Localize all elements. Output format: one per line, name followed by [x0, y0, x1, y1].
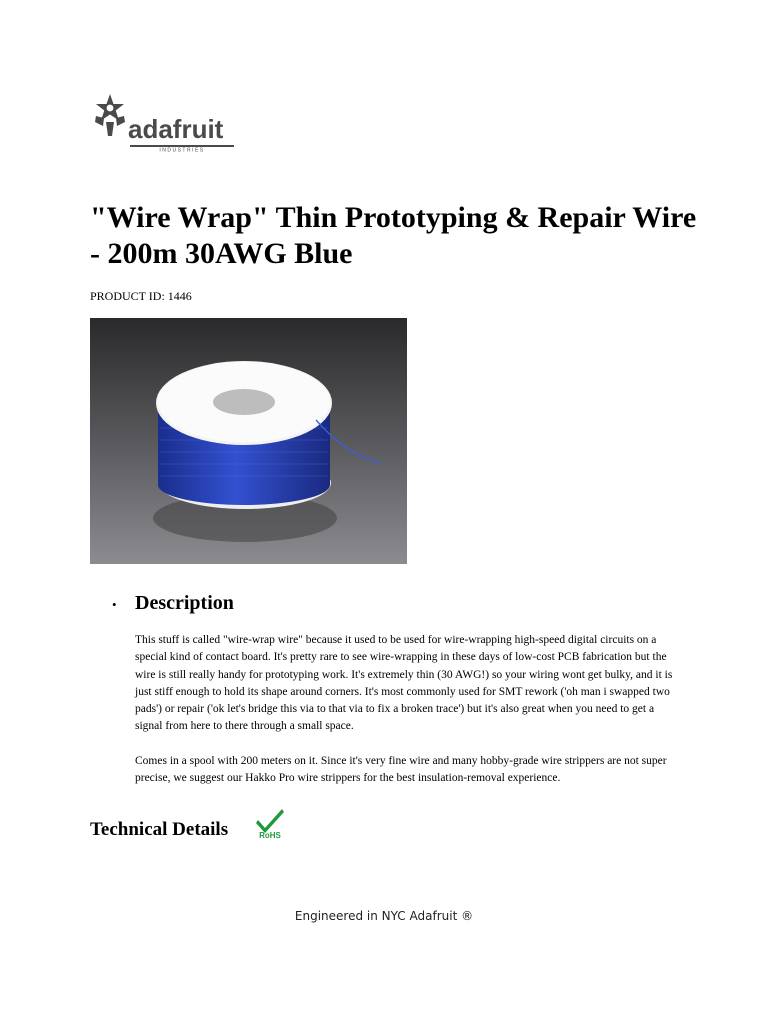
logo-subtext: INDUSTRIES	[159, 147, 205, 154]
rohs-check-icon	[256, 808, 286, 840]
product-id-label: PRODUCT ID:	[90, 289, 165, 303]
product-title: "Wire Wrap" Thin Prototyping & Repair Wire - 200m 30AWG Blue	[90, 201, 697, 270]
flower-icon	[95, 94, 125, 136]
adafruit-logo[interactable]	[90, 92, 238, 154]
description-heading: Description	[135, 592, 234, 614]
footer-text: Engineered in NYC Adafruit ®	[294, 909, 474, 923]
product-id-value: 1446	[167, 289, 192, 303]
description-paragraph-2: Comes in a spool with 200 meters on it. Since it's very fine wire and many hobby-grade wire strippers are not super precise, we suggest our Hakko Pro wire strippers for the best insulation-removal experience.	[135, 755, 667, 785]
product-id	[90, 289, 192, 304]
technical-details-heading: Technical Details	[90, 819, 229, 840]
wire-spool-photo	[90, 318, 407, 564]
bullet-marker: •	[112, 597, 117, 612]
logo-wordmark: adafruit	[128, 114, 224, 144]
product-image[interactable]	[90, 318, 407, 564]
description-paragraph-1: This stuff is called "wire-wrap wire" because it used to be used for wire-wrapping high-speed digital circuits on a special kind of contact board. It's pretty rare to see wire-wrapping in these days of low-cost PCB fabrication but the wire is still really handy for prototyping work. It's extremely thin (30 AWG!) so your wiring wont get bulky, and it is just stiff enough to hold its shape around corners. It's most commonly used for SMT rework ('oh man i swapped two pads') or repair ('ok let's bridge this via to that via to fix a broken trace') but it's also great when you need to get a signal from here to there through a small space.	[135, 634, 673, 733]
rohs-label: RoHS	[259, 831, 281, 840]
